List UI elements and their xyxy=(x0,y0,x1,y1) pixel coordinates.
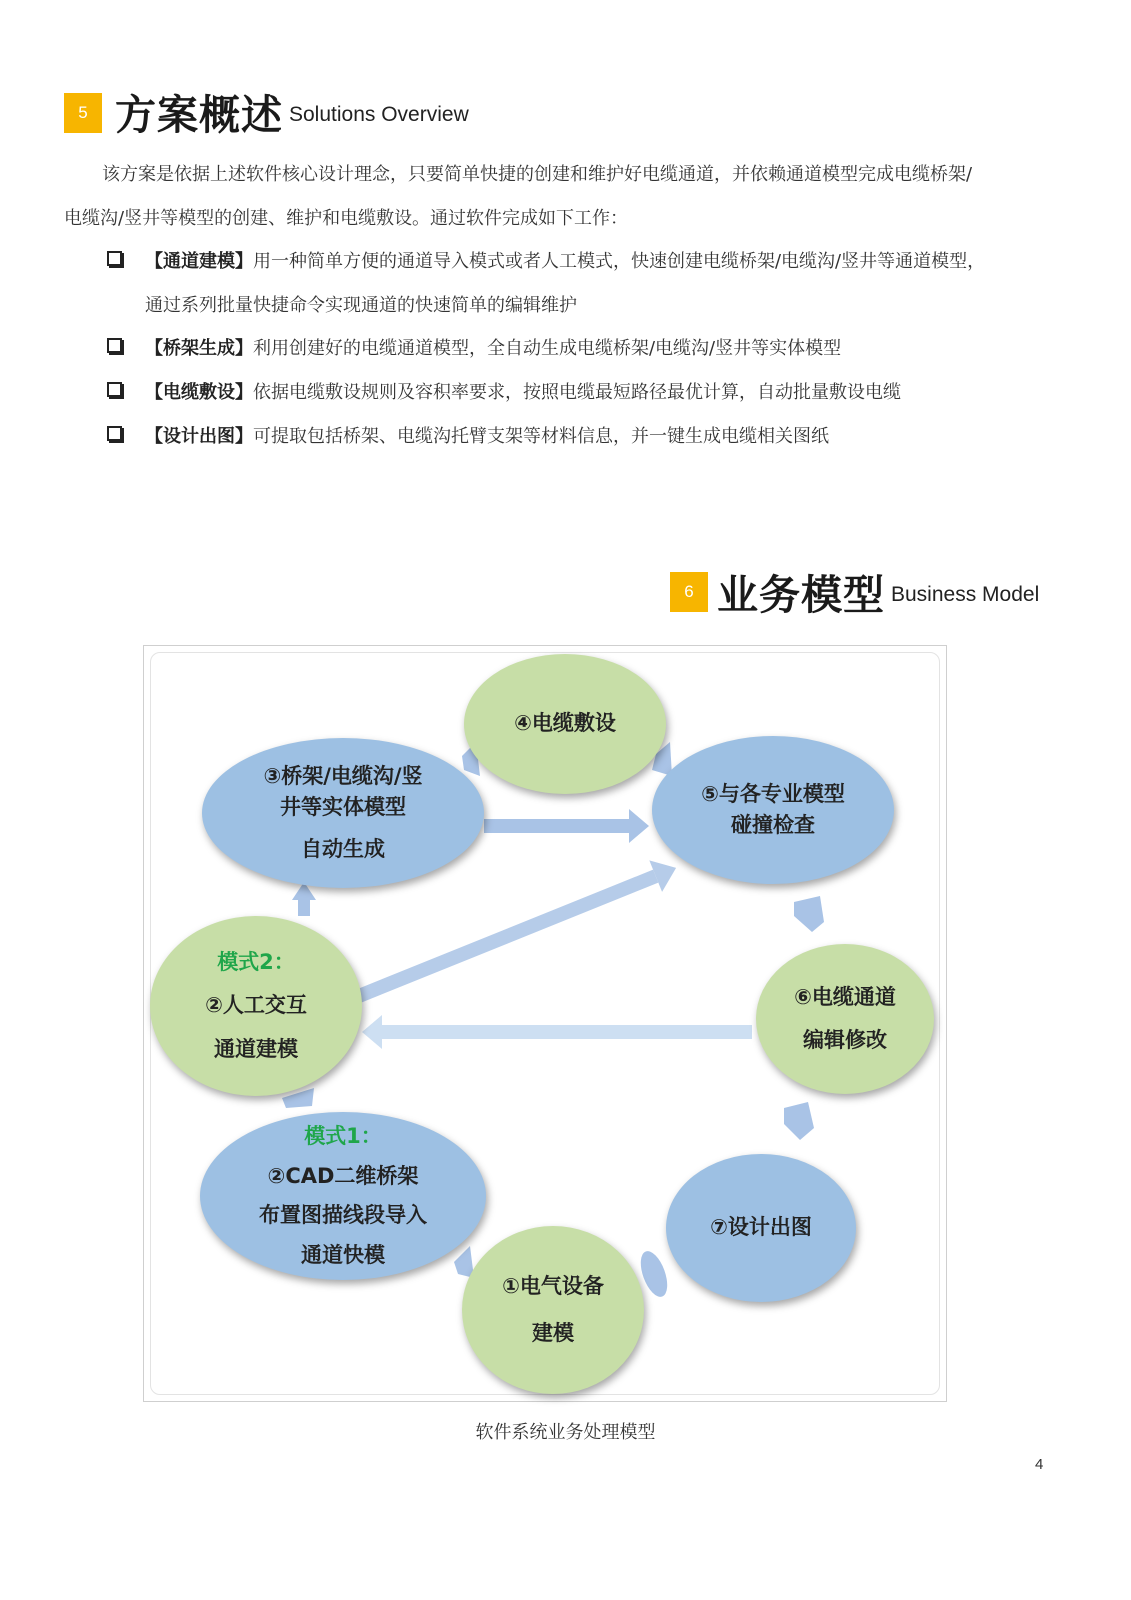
mode-label: 模式1： xyxy=(304,1124,382,1148)
node-label: ②人工交互 xyxy=(205,993,307,1018)
page-number: 4 xyxy=(1035,1456,1044,1473)
section-title-en: Business Model xyxy=(891,583,1040,606)
node-label: ⑦设计出图 xyxy=(710,1215,812,1240)
list-item xyxy=(145,247,985,273)
business-model-diagram xyxy=(143,645,947,1402)
node-label: 通道快模 xyxy=(301,1242,385,1267)
node-2-manual-modeling xyxy=(150,916,362,1096)
arrow-3-to-5 xyxy=(484,809,649,843)
node-5-collision-check xyxy=(652,736,894,884)
figure-caption: 软件系统业务处理模型 xyxy=(475,1422,656,1443)
node-label: 布置图描线段导入 xyxy=(259,1203,427,1227)
list-item xyxy=(145,334,841,360)
arrow-6-to-2 xyxy=(362,1015,752,1049)
node-label: ③桥架/电缆沟/竖 xyxy=(263,763,423,788)
arrow-2a-to-3 xyxy=(292,882,316,916)
section-title: 业务模型 xyxy=(717,571,885,619)
section-title: 方案概述 xyxy=(115,91,283,139)
node-6-channel-edit xyxy=(756,944,934,1094)
bullet-square-icon xyxy=(107,426,122,441)
arrow-6-to-7 xyxy=(784,1102,814,1140)
node-label: ④电缆敷设 xyxy=(514,711,616,736)
list-item-tag: 【电缆敷设】 xyxy=(145,382,253,403)
node-label: ②CAD二维桥架 xyxy=(267,1163,419,1188)
list-item xyxy=(145,422,829,448)
node-label: 碰撞检查 xyxy=(731,813,815,837)
intro-line-1: 该方案是依据上述软件核心设计理念，只要简单快捷的创建和维护好电缆通道，并依赖通道模型完成电缆桥架/ xyxy=(102,164,973,185)
list-item-tag: 【通道建模】 xyxy=(145,251,253,272)
list-item-text: 用一种简单方便的通道导入模式或者人工模式，快速创建电缆桥架/电缆沟/竖井等通道模型， xyxy=(253,251,986,272)
node-label: 通道建模 xyxy=(214,1036,298,1061)
node-3-entity-model xyxy=(202,738,484,888)
list-item xyxy=(145,378,901,404)
node-7-drawing-output xyxy=(666,1154,856,1302)
node-label: 井等实体模型 xyxy=(280,795,406,820)
bullet-square-icon xyxy=(107,382,122,397)
node-label: ①电气设备 xyxy=(502,1273,604,1298)
node-1-equipment-modeling xyxy=(462,1226,644,1394)
bullet-square-icon xyxy=(107,251,122,266)
list-item-tag: 【桥架生成】 xyxy=(145,338,253,359)
intro-line-2: 电缆沟/竖井等模型的创建、维护和电缆敷设。通过软件完成如下工作： xyxy=(64,208,629,229)
arrow-5-to-6 xyxy=(794,896,824,932)
list-item-continuation: 通过系列批量快捷命令实现通道的快速简单的编辑维护 xyxy=(145,295,577,316)
list-item-tag: 【设计出图】 xyxy=(145,426,253,447)
list-item-text: 可提取包括桥架、电缆沟托臂支架等材料信息，并一键生成电缆相关图纸 xyxy=(253,426,829,447)
list-item-text: 依据电缆敷设规则及容积率要求，按照电缆最短路径最优计算，自动批量敷设电缆 xyxy=(253,382,901,403)
node-2-cad-import xyxy=(200,1112,486,1280)
node-label: 建模 xyxy=(532,1321,574,1345)
node-label: 编辑修改 xyxy=(803,1028,887,1052)
bullet-square-icon xyxy=(107,338,122,353)
section-number-badge: 6 xyxy=(670,572,708,612)
list-item-text: 利用创建好的电缆通道模型，全自动生成电缆桥架/电缆沟/竖井等实体模型 xyxy=(253,338,842,359)
mode-label: 模式2： xyxy=(217,949,295,974)
section-number-badge: 5 xyxy=(64,93,102,133)
section-title-en: Solutions Overview xyxy=(289,103,469,126)
node-label: ⑥电缆通道 xyxy=(794,984,896,1009)
node-label: 自动生成 xyxy=(301,836,385,861)
node-4-cable-laying xyxy=(464,654,666,794)
node-label: ⑤与各专业模型 xyxy=(701,781,845,806)
